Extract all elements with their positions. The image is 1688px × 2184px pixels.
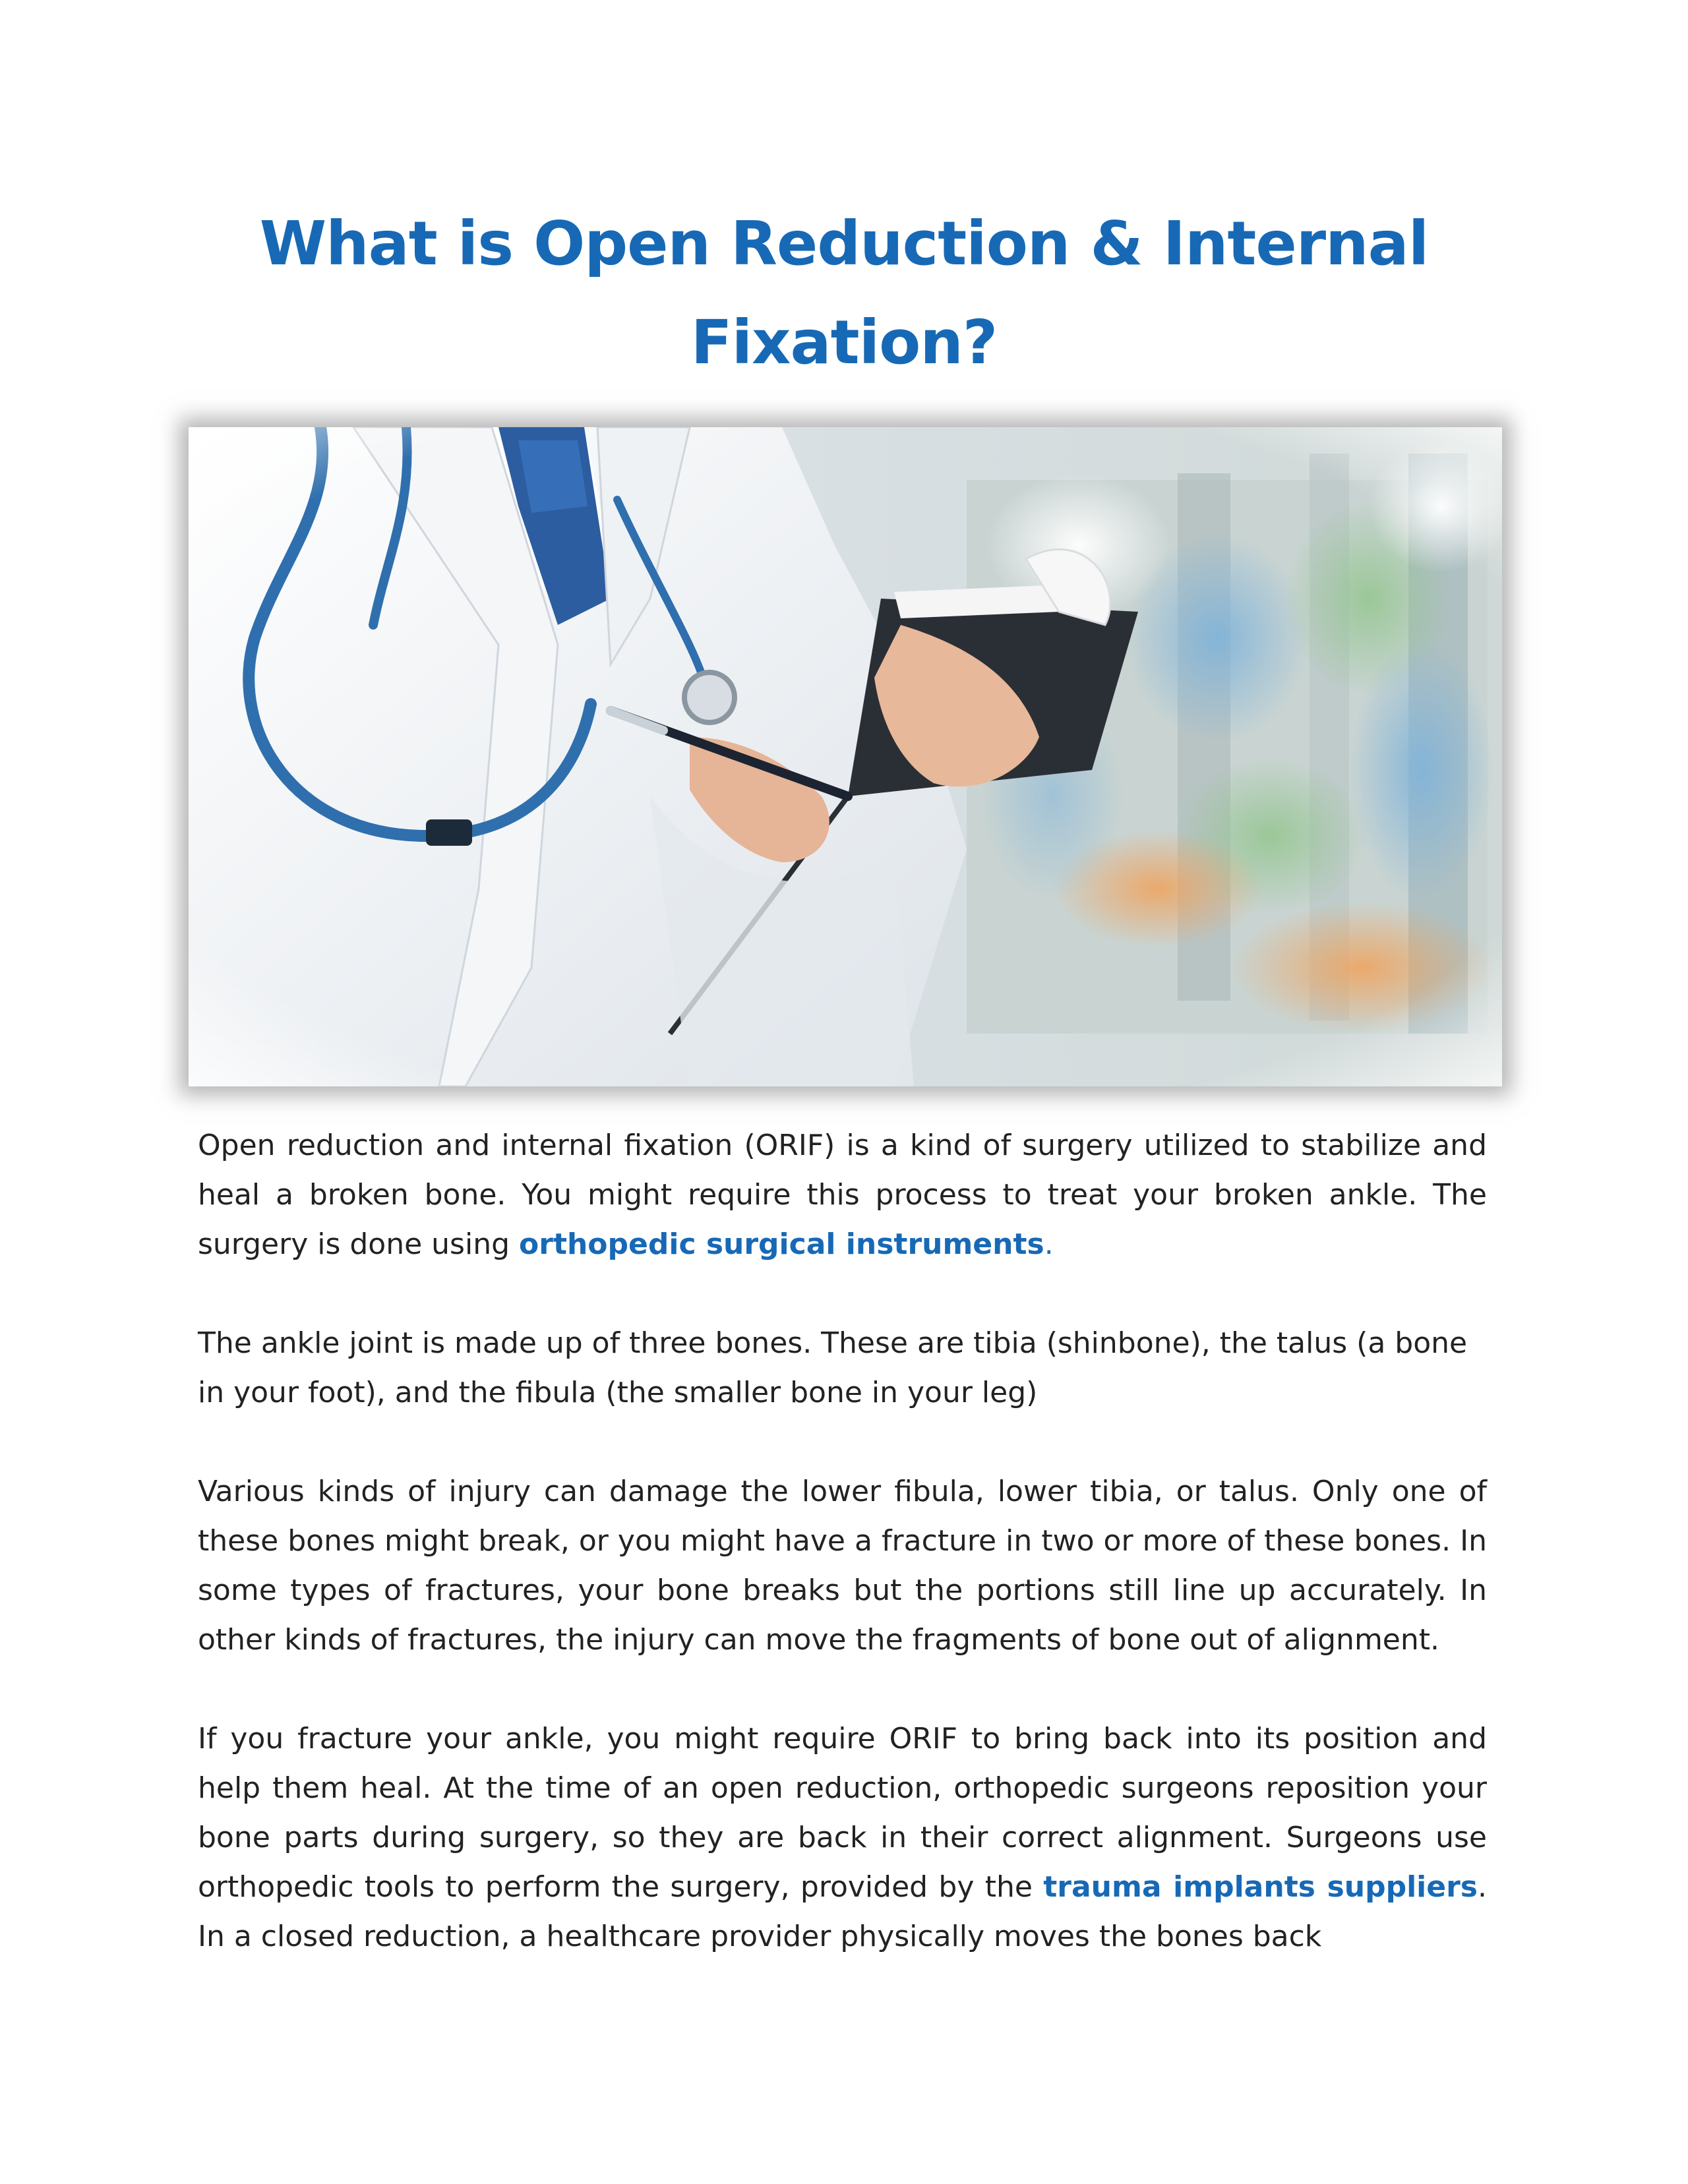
paragraph-4-text: If you fracture your ankle, you might require ORIF to bring back into its position and help them heal. At the time of an open reduction, orthopedic surgeons reposition your bone parts during surgery, so they are back in their correct alignment. Surgeons use orthopedic tools to perform the surgery, provided by the: [198, 1722, 1487, 1904]
paragraph-2-text: The ankle joint is made up of three bones. These are tibia (shinbone), the talus (a bone in your foot), and the fibula (the smaller bone in your leg): [198, 1326, 1468, 1409]
paragraph-4-text-after: . In a closed reduction, a healthcare provider physically moves the bones back: [198, 1870, 1487, 1953]
page-title: [198, 194, 1490, 392]
doctor-with-clipboard-photo: [189, 427, 1502, 1086]
paragraph-3: [198, 1467, 1487, 1665]
paragraph-1: [198, 1121, 1487, 1269]
orthopedic-instruments-link[interactable]: orthopedic surgical instruments: [519, 1227, 1044, 1261]
title-line-1: What is Open Reduction & Internal: [259, 208, 1429, 279]
paragraph-3-text: Various kinds of injury can damage the lower fibula, lower tibia, or talus. Only one of these bones might break, or you might have a fracture in two or more of these bones. In some types of fractures, your bone breaks but the portions still line up accurately. In other kinds of fractures, the injury can move the fragments of bone out of alignment.: [198, 1475, 1487, 1657]
paragraph-2: [198, 1318, 1487, 1417]
article-body: [198, 1121, 1487, 1961]
paragraph-4: [198, 1714, 1487, 1961]
trauma-implants-link[interactable]: trauma implants suppliers: [1043, 1870, 1478, 1904]
paragraph-1-period: .: [1044, 1227, 1054, 1261]
paragraph-1-text: Open reduction and internal fixation (ORIF) is a kind of surgery utilized to stabilize and heal a broken bone. You might require this process to treat your broken ankle. The surgery is done using: [198, 1129, 1487, 1261]
title-line-2: Fixation?: [690, 307, 998, 378]
